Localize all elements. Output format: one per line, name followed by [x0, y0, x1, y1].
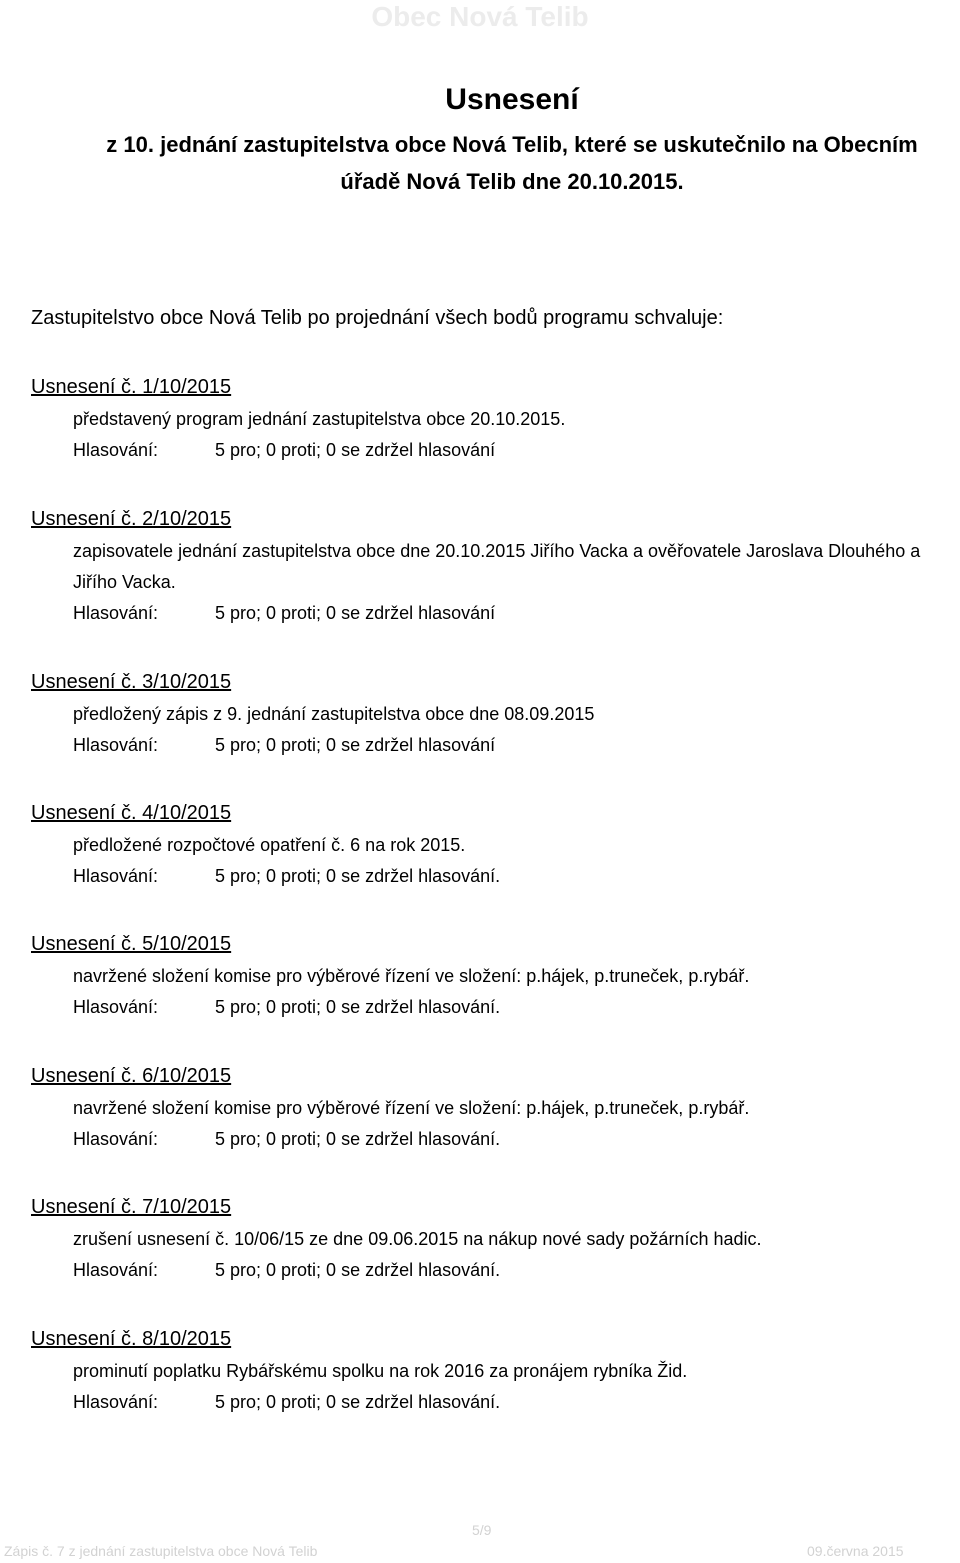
resolution-text: zapisovatele jednání zastupitelstva obce dne 20.10.2015 Jiřího Vacka a ověřovatele Jaroslava Dlouhého a Jiřího Vacka. [73, 541, 921, 592]
footer-document-name: Zápis č. 7 z jednání zastupitelstva obce Nová Telib [4, 1543, 318, 1559]
resolution-text: předložené rozpočtové opatření č. 6 na rok 2015. [73, 835, 466, 855]
resolution-text: předložený zápis z 9. jednání zastupitelstva obce dne 08.09.2015 [73, 704, 595, 724]
vote-result: 5 pro; 0 proti; 0 se zdržel hlasování. [215, 997, 501, 1017]
document-subtitle-line1: z 10. jednání zastupitelstva obce Nová Telib, které se uskutečnilo na Obecním [106, 132, 918, 157]
vote-row [73, 992, 931, 1023]
vote-row [73, 598, 931, 629]
vote-result: 5 pro; 0 proti; 0 se zdržel hlasování. [215, 1260, 501, 1280]
vote-row [73, 1124, 931, 1155]
vote-label: Hlasování: [73, 735, 159, 755]
resolution-text: představený program jednání zastupitelstva obce 20.10.2015. [73, 409, 566, 429]
document-title: Usnesení [445, 83, 579, 116]
resolution-4 [31, 799, 931, 892]
intro-text: Zastupitelstvo obce Nová Telib po projednání všech bodů programu schvaluje: [31, 307, 724, 329]
vote-row [73, 861, 931, 892]
vote-label: Hlasování: [73, 1129, 159, 1149]
vote-row [73, 1387, 931, 1418]
vote-result: 5 pro; 0 proti; 0 se zdržel hlasování [215, 735, 496, 755]
vote-result: 5 pro; 0 proti; 0 se zdržel hlasování. [215, 866, 501, 886]
vote-label: Hlasování: [73, 1392, 159, 1412]
resolution-heading: Usnesení č. 4/10/2015 [31, 802, 232, 824]
vote-label: Hlasování: [73, 866, 159, 886]
header-title: Obec Nová Telib [371, 1, 589, 32]
vote-row [73, 435, 931, 466]
resolution-7 [31, 1193, 931, 1286]
footer-page-number: 5/9 [472, 1522, 492, 1538]
resolution-2 [31, 505, 931, 629]
resolution-8 [31, 1325, 931, 1418]
footer-date: 09.června 2015 [807, 1543, 904, 1559]
vote-label: Hlasování: [73, 1260, 159, 1280]
vote-label: Hlasování: [73, 997, 159, 1017]
resolution-heading: Usnesení č. 1/10/2015 [31, 376, 232, 398]
resolution-heading: Usnesení č. 2/10/2015 [31, 508, 232, 530]
resolution-heading: Usnesení č. 3/10/2015 [31, 671, 232, 693]
resolution-heading: Usnesení č. 5/10/2015 [31, 933, 232, 955]
resolution-1 [31, 373, 931, 466]
vote-row [73, 730, 931, 761]
resolution-heading: Usnesení č. 7/10/2015 [31, 1196, 232, 1218]
vote-label: Hlasování: [73, 603, 159, 623]
vote-row [73, 1255, 931, 1286]
resolution-text: prominutí poplatku Rybářskému spolku na rok 2016 za pronájem rybníka Žid. [73, 1361, 688, 1381]
resolution-3 [31, 668, 931, 761]
resolution-6 [31, 1062, 931, 1155]
resolution-text: navržené složení komise pro výběrové řízení ve složení: p.hájek, p.truneček, p.rybář. [73, 1098, 750, 1118]
vote-label: Hlasování: [73, 440, 159, 460]
resolution-heading: Usnesení č. 8/10/2015 [31, 1328, 232, 1350]
vote-result: 5 pro; 0 proti; 0 se zdržel hlasování [215, 440, 496, 460]
resolution-text: navržené složení komise pro výběrové řízení ve složení: p.hájek, p.truneček, p.rybář. [73, 966, 750, 986]
resolution-text: zrušení usnesení č. 10/06/15 ze dne 09.06.2015 na nákup nové sady požárních hadic. [73, 1229, 762, 1249]
document-subtitle-line2: úřadě Nová Telib dne 20.10.2015. [340, 169, 684, 194]
resolution-heading: Usnesení č. 6/10/2015 [31, 1065, 232, 1087]
vote-result: 5 pro; 0 proti; 0 se zdržel hlasování. [215, 1129, 501, 1149]
vote-result: 5 pro; 0 proti; 0 se zdržel hlasování [215, 603, 496, 623]
document-subtitle [0, 126, 960, 200]
resolution-5 [31, 930, 931, 1023]
vote-result: 5 pro; 0 proti; 0 se zdržel hlasování. [215, 1392, 501, 1412]
